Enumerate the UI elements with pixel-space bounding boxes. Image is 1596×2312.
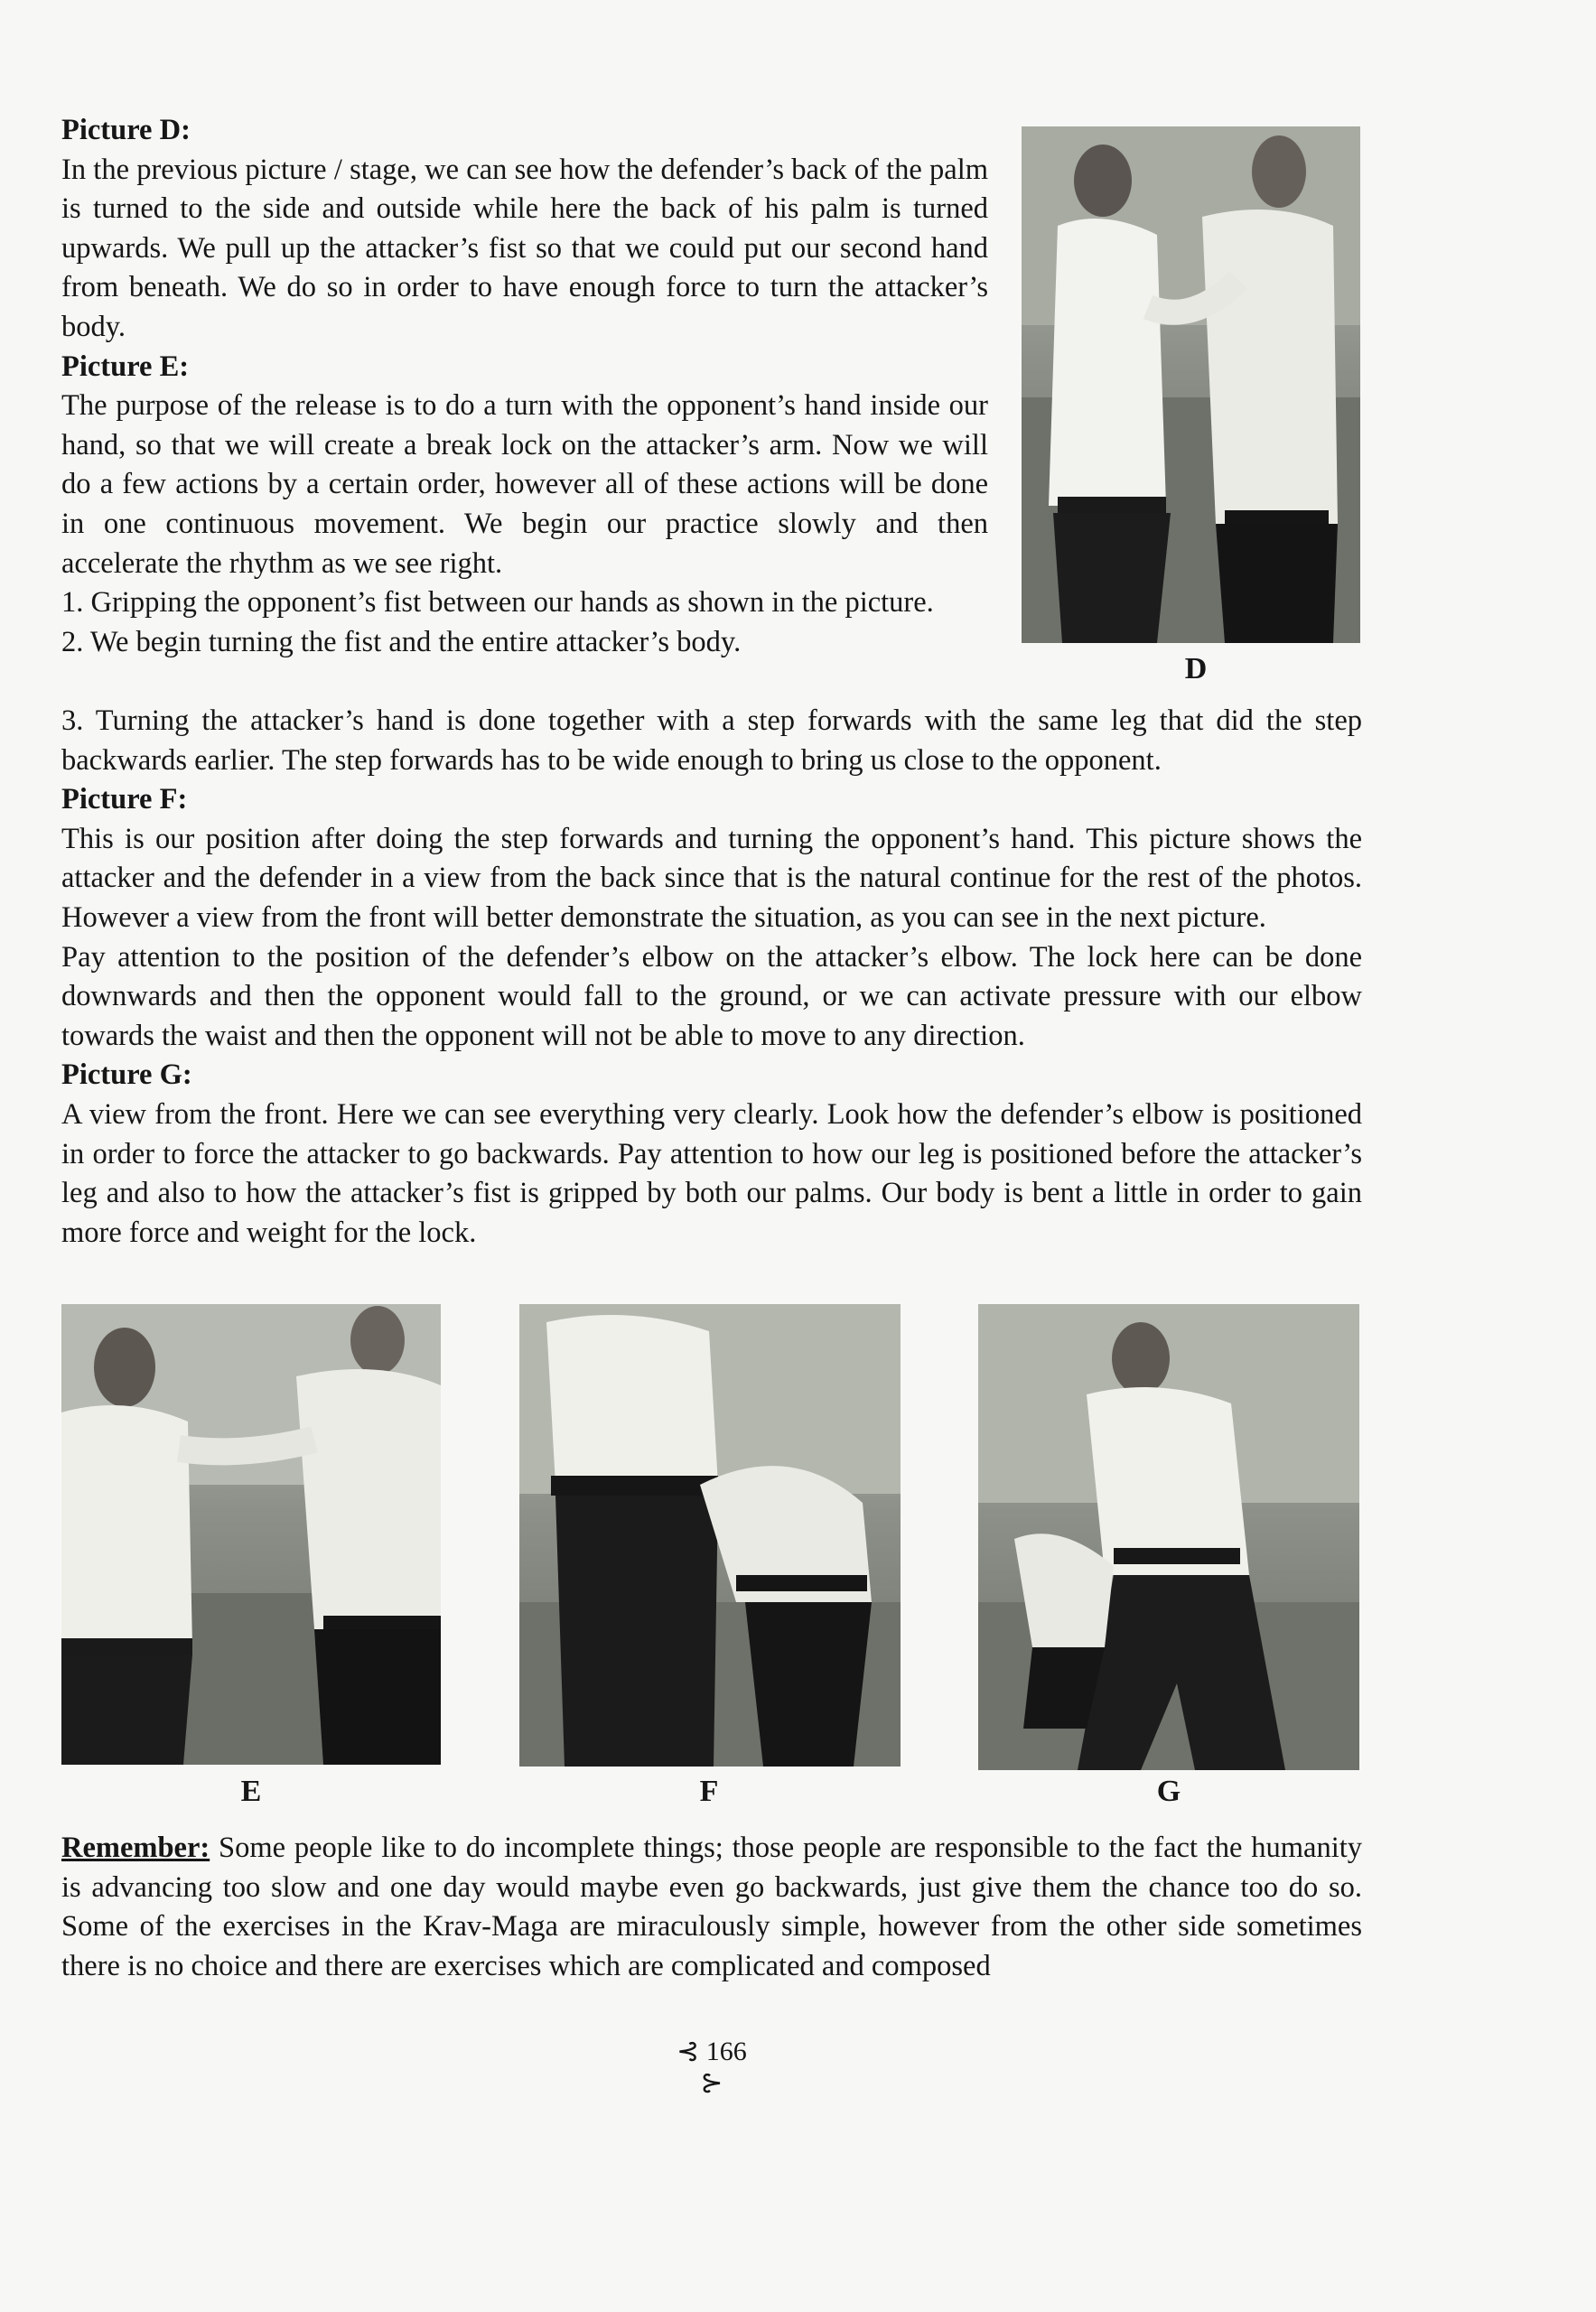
step-1-text: 1. Gripping the opponent’s fist between our hands as shown in the picture.: [61, 586, 934, 620]
remember-label: Remember:: [61, 1832, 210, 1864]
photo-g: [978, 1304, 1359, 1770]
picture-d-heading: Picture D:: [61, 114, 191, 146]
caption-f: F: [699, 1775, 719, 1808]
step-2-text: 2. We begin turning the fist and the entire attacker’s body.: [61, 625, 742, 658]
caption-d: D: [1184, 652, 1208, 685]
picture-f-heading: Picture F:: [61, 783, 188, 816]
photo-e: [61, 1304, 441, 1765]
picture-f-text-2: Pay attention to the position of the defender’s elbow on the attacker’s elbow. The lock here can be done downwards and then the opponent would fall to the ground, or we can activate pressure with our elbow towards the waist and then the opponent will not be able to move to any direction.: [61, 940, 1362, 1052]
picture-e-text: The purpose of the release is to do a turn with the opponent’s hand inside our hand, so that we will create a break lock on the attacker’s arm. Now we will do a few actions by a certain order, however all of these actions will be done in one continuous movement. We begin our practice slowly and then accelerate the rhythm as we see right.: [61, 389, 988, 580]
picture-f-g-section: [61, 702, 1362, 1253]
remember-text: Some people like to do incomplete things; those people are responsible to the fact the humanity is advancing too slow and one day would maybe even go backwards, just give them the chance too do so. Some of the exercises in the Krav-Maga are miraculously simple, however from the other side sometimes there is no choice and there are exercises which are complicated and composed: [61, 1832, 1362, 1982]
step-3-text: 3. Turning the attacker’s hand is done together with a step forwards with the same leg that did the step backwards earlier. The step forwards has to be wide enough to bring us close to the opponent.: [61, 704, 1362, 777]
page-number: ⊰ 166 ⊱: [677, 2037, 747, 2098]
picture-g-text: A view from the front. Here we can see everything very clearly. Look how the defender’s elbow is positioned in order to force the attacker to go backwards. Pay attention to how our leg is positioned before the attacker’s leg and also to how the attacker’s fist is gripped by both our palms. Our body is bent a little in order to gain more force and weight for the lock.: [61, 1097, 1362, 1249]
photo-f: [519, 1304, 901, 1767]
caption-e: E: [240, 1775, 262, 1808]
picture-g-heading: Picture G:: [61, 1058, 192, 1092]
photo-d: [1022, 126, 1360, 643]
picture-f-text: This is our position after doing the step forwards and turning the opponent’s hand. This picture shows the attacker and the defender in a view from the back since that is the natural continue for the rest of the photos. However a view from the front will better demonstrate the situation, as you can see in the next picture.: [61, 822, 1362, 934]
picture-d-text: In the previous picture / stage, we can see how the defender’s back of the palm is turned to the side and outside while here the back of his palm is turned upwards. We pull up the attacker’s fist so that we could put our second hand from beneath. We do so in order to have enough force to turn the attacker’s body.: [61, 153, 988, 343]
picture-d-section: [61, 111, 988, 662]
picture-e-heading: Picture E:: [61, 350, 190, 383]
caption-g: G: [1156, 1775, 1181, 1808]
remember-paragraph: [61, 1829, 1362, 1986]
